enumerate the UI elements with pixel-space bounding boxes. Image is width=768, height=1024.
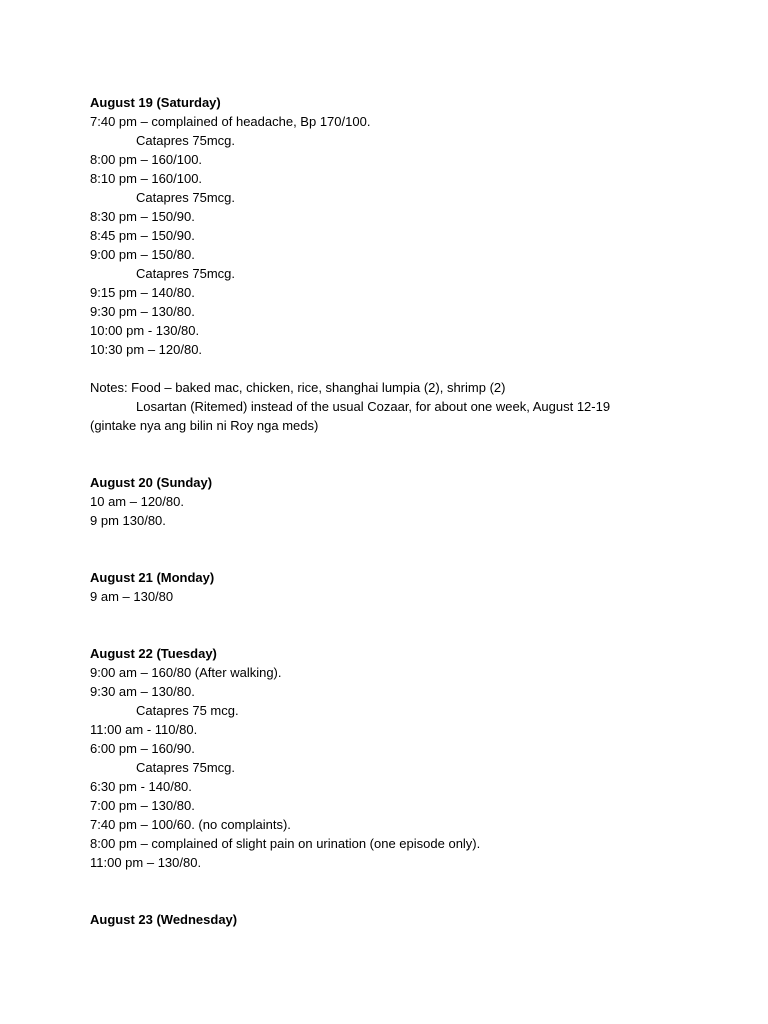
- section-heading-august-23: August 23 (Wednesday): [90, 912, 238, 927]
- section-heading-august-20: August 20 (Sunday): [90, 475, 213, 490]
- medication-entry: Catapres 75mcg.: [136, 266, 235, 281]
- log-entry: 9:30 am – 130/80.: [90, 684, 195, 699]
- document-page: [90, 93, 710, 929]
- spacer: [90, 872, 710, 910]
- log-entry: 7:40 pm – complained of headache, Bp 170/100.: [90, 114, 371, 129]
- log-entry: 6:30 pm - 140/80.: [90, 779, 192, 794]
- spacer: [90, 435, 710, 473]
- log-entry: 6:00 pm – 160/90.: [90, 741, 195, 756]
- log-entry: 7:40 pm – 100/60. (no complaints).: [90, 817, 291, 832]
- log-entry: 9:15 pm – 140/80.: [90, 285, 195, 300]
- notes-line: Notes: Food – baked mac, chicken, rice, shanghai lumpia (2), shrimp (2): [90, 380, 506, 395]
- log-entry: 8:45 pm – 150/90.: [90, 228, 195, 243]
- notes-line: Losartan (Ritemed) instead of the usual Cozaar, for about one week, August 12-19: [136, 399, 611, 414]
- spacer: [90, 606, 710, 644]
- notes-line: (gintake nya ang bilin ni Roy nga meds): [90, 418, 319, 433]
- log-entry: 11:00 pm – 130/80.: [90, 855, 202, 870]
- spacer: [90, 530, 710, 568]
- log-entry: 9:30 pm – 130/80.: [90, 304, 195, 319]
- log-entry: 7:00 pm – 130/80.: [90, 798, 195, 813]
- log-entry: 8:00 pm – complained of slight pain on urination (one episode only).: [90, 836, 481, 851]
- log-entry: 10:30 pm – 120/80.: [90, 342, 203, 357]
- section-heading-august-21: August 21 (Monday): [90, 570, 215, 585]
- log-entry: 10:00 pm - 130/80.: [90, 323, 200, 338]
- log-entry: 9:00 pm – 150/80.: [90, 247, 195, 262]
- log-entry: 8:10 pm – 160/100.: [90, 171, 203, 186]
- log-entry: 10 am – 120/80.: [90, 494, 184, 509]
- medication-entry: Catapres 75 mcg.: [136, 703, 239, 718]
- medication-entry: Catapres 75mcg.: [136, 190, 235, 205]
- section-heading-august-22: August 22 (Tuesday): [90, 646, 217, 661]
- medication-entry: Catapres 75mcg.: [136, 133, 235, 148]
- log-entry: 8:30 pm – 150/90.: [90, 209, 195, 224]
- medication-entry: Catapres 75mcg.: [136, 760, 235, 775]
- log-entry: 8:00 pm – 160/100.: [90, 152, 203, 167]
- log-entry: 9:00 am – 160/80 (After walking).: [90, 665, 282, 680]
- spacer: [90, 359, 710, 378]
- log-entry: 11:00 am - 110/80.: [90, 722, 198, 737]
- log-entry: 9 pm 130/80.: [90, 513, 166, 528]
- log-entry: 9 am – 130/80: [90, 589, 174, 604]
- section-heading-august-19: August 19 (Saturday): [90, 95, 221, 110]
